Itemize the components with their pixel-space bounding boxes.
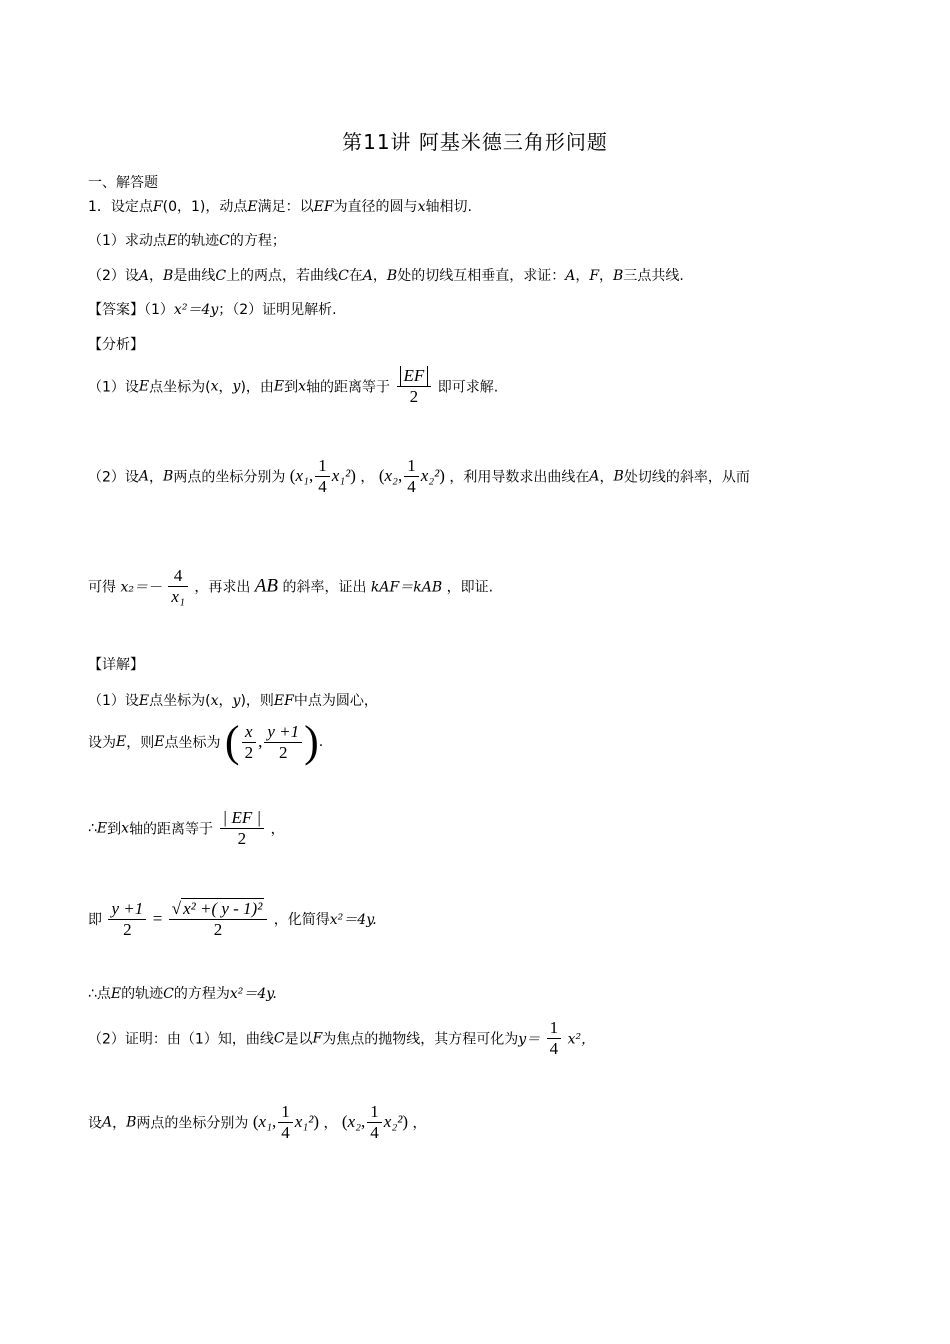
analysis-line-1: （1）设E点坐标为(x，y)，由E到x轴的距离等于 $\frac{EF}{2}$ 即可求解.	[88, 366, 499, 406]
detail-line-1: （1）设E点坐标为(x，y)，则EF中点为圆心，	[88, 693, 378, 709]
analysis-line-2: （2）设A，B两点的坐标分别为 (x₁, $\frac{1}{4}$ x₁²) ， (x₂, $\frac{1}{4}$ x₂²) ，利用导数求出曲线在A，B处切线的斜率，从而	[88, 456, 750, 496]
detail-line-3: ∴E到x轴的距离等于 $\frac{| EF |}{2}$ ，	[88, 808, 285, 848]
coord-b: (x₂, $\frac{1}{4}$ x₂²)	[378, 456, 445, 496]
question-part-1: （1）求动点E的轨迹C的方程；	[88, 233, 286, 249]
answer-line: 【答案】（1）x²＝4y；（2）证明见解析.	[88, 302, 337, 318]
detail-label: 【详解】	[88, 657, 144, 673]
section-heading: 一、解答题	[88, 175, 158, 191]
page-title: 第11讲 阿基米德三角形问题	[342, 130, 608, 154]
analysis-label: 【分析】	[88, 337, 144, 353]
detail-line-4: 即 $\frac{y +1}{2}$ = $\frac{\text{√ x² +( y - 1)²}}{2}$ ，化简得x²＝4y.	[88, 898, 377, 939]
detail-line-2: 设为E，则E点坐标为 ( $\frac{x}{2}$ , $\frac{y +1}{2}$ ).	[88, 717, 324, 766]
question-part-2: （2）设A，B是曲线C上的两点，若曲线C在A，B处的切线互相垂直，求证：A，F，B三点共线.	[88, 268, 684, 284]
fraction-4-over-x1: $\frac{4}{\text{x₁}}$	[168, 566, 187, 607]
detail-line-5: ∴点E的轨迹C的方程为x²＝4y.	[88, 986, 277, 1002]
question-stem: 1．设定点F(0，1)，动点E满足：以EF为直径的圆与x轴相切.	[88, 199, 472, 215]
analysis-line-3: 可得 x₂＝－ $\frac{4}{\text{x₁}}$ ，再求出 AB 的斜率，证出 kAF＝kAB ，即证.	[88, 566, 494, 606]
coord-a: (x₁, $\frac{1}{4}$ x₁²)	[289, 456, 356, 496]
detail-line-7: 设A，B两点的坐标分别为 (x₁, $\frac{1}{4}$ x₁²) ， (x₂, $\frac{1}{4}$ x₂²) ，	[88, 1102, 427, 1142]
answer-label: 【答案】	[88, 302, 144, 318]
detail-line-6: （2）证明：由（1）知，曲线C是以F为焦点的抛物线，其方程可化为y＝ $\frac{1}{4}$ x²，	[88, 1018, 596, 1058]
fraction-ef-over-2: $\frac{EF}{2}$	[397, 366, 432, 407]
